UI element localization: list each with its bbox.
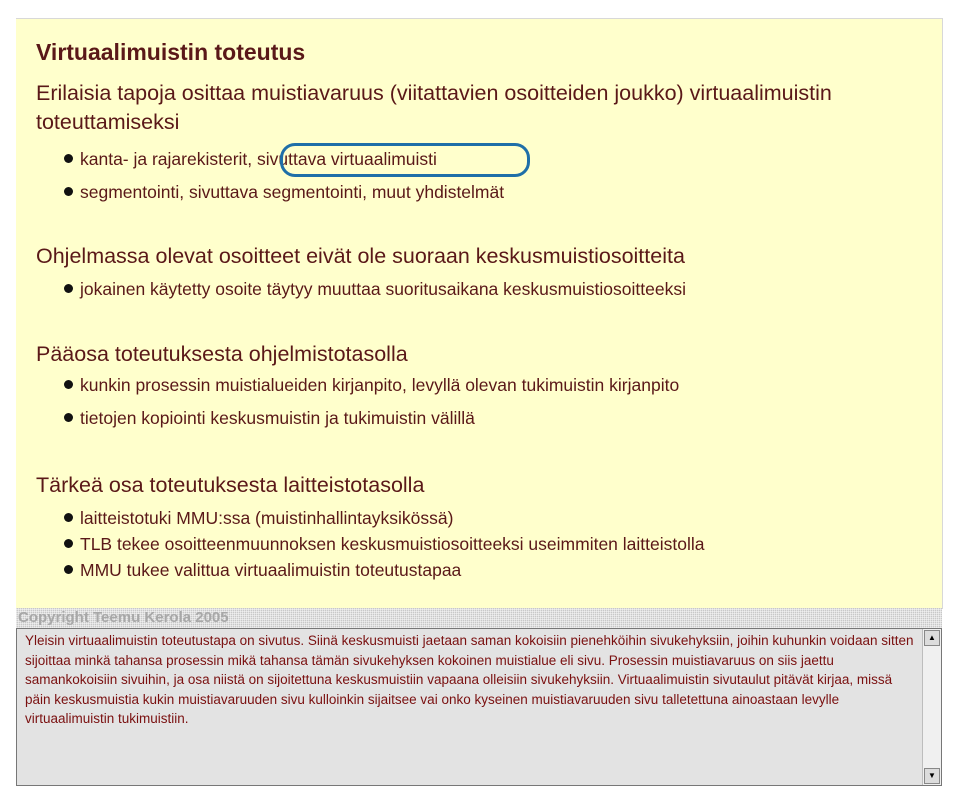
slide-panel <box>16 18 943 609</box>
section-heading-1: Erilaisia tapoja osittaa muistiavaruus (viitattavien osoitteiden joukko) virtuaalimuistin toteuttamiseksi <box>36 81 832 134</box>
slide-title: Virtuaalimuistin toteutus <box>36 39 306 65</box>
bullet-3-2 <box>64 408 475 429</box>
bullet-3-1 <box>64 375 679 396</box>
section-heading-3: Pääosa toteutuksesta ohjelmistotasolla <box>36 342 408 366</box>
bullet-text: segmentointi, sivuttava segmentointi, muut yhdistelmät <box>80 182 505 202</box>
section-heading-2: Ohjelmassa olevat osoitteet eivät ole suoraan keskusmuistiosoitteita <box>36 244 685 268</box>
bullet-text: kunkin prosessin muistialueiden kirjanpito, levyllä olevan tukimuistin kirjanpito <box>80 375 680 395</box>
bullet-text: jokainen käytetty osoite täytyy muuttaa suoritusaikana keskusmuistiosoitteeksi <box>80 279 686 299</box>
section-heading-4: Tärkeä osa toteutuksesta laitteistotasolla <box>36 473 425 497</box>
copyright-bar <box>16 608 942 628</box>
bullet-dot-icon <box>64 380 73 389</box>
bullet-1-2 <box>64 182 504 203</box>
notes-scrollbar[interactable] <box>922 629 941 785</box>
copyright-text: Copyright Teemu Kerola 2005 <box>18 609 229 626</box>
bullet-4-1 <box>64 508 453 529</box>
notes-text: Yleisin virtuaalimuistin toteutustapa on sivutus. Siinä keskusmuisti jaetaan saman kokoisiin pienehköihin sivukehyksiin, joihin kuhunkin voidaan sitten sijoittaa minkä tahansa prosessin mikä tahansa tämän sivukehyksen kokoinen muistialue eli sivu. Prosessin muistiavaruus on siis jaettu samankokoisiin sivuihin, ja osa niistä on sijoitettuna keskusmuistiin vapaana olleisiin sivukehyksiin. Virtuaalimuistin sivutaulut pitävät kirjaa, missä päin keskusmuistia kukin muistiavaruuden sivu kulloinkin sijaitsee vai onko kyseinen muistiavaruuden sivu talletettuna ainoastaan levylle virtuaalimuistin tukimuistiin. <box>25 633 914 726</box>
bullet-dot-icon <box>64 154 73 163</box>
scroll-up-arrow-icon[interactable]: ▲ <box>924 630 940 646</box>
notes-pane[interactable] <box>16 628 942 786</box>
bullet-dot-icon <box>64 565 73 574</box>
scroll-down-arrow-icon[interactable]: ▼ <box>924 768 940 784</box>
bullet-text: laitteistotuki MMU:ssa (muistinhallintayksikössä) <box>80 508 454 528</box>
bullet-dot-icon <box>64 413 73 422</box>
highlight-ellipse <box>280 143 530 177</box>
bullet-text: MMU tukee valittua virtuaalimuistin toteutustapaa <box>80 560 462 580</box>
bullet-text: kanta- ja rajarekisterit, sivuttava virtuaalimuisti <box>80 149 437 169</box>
bullet-4-3 <box>64 560 461 581</box>
bullet-dot-icon <box>64 187 73 196</box>
bullet-4-2 <box>64 534 704 555</box>
bullet-text: TLB tekee osoitteenmuunnoksen keskusmuistiosoitteeksi useimmiten laitteistolla <box>80 534 705 554</box>
bullet-dot-icon <box>64 284 73 293</box>
bullet-text: tietojen kopiointi keskusmuistin ja tukimuistin välillä <box>80 408 475 428</box>
bullet-2-1 <box>64 279 686 300</box>
bullet-dot-icon <box>64 539 73 548</box>
bullet-dot-icon <box>64 513 73 522</box>
